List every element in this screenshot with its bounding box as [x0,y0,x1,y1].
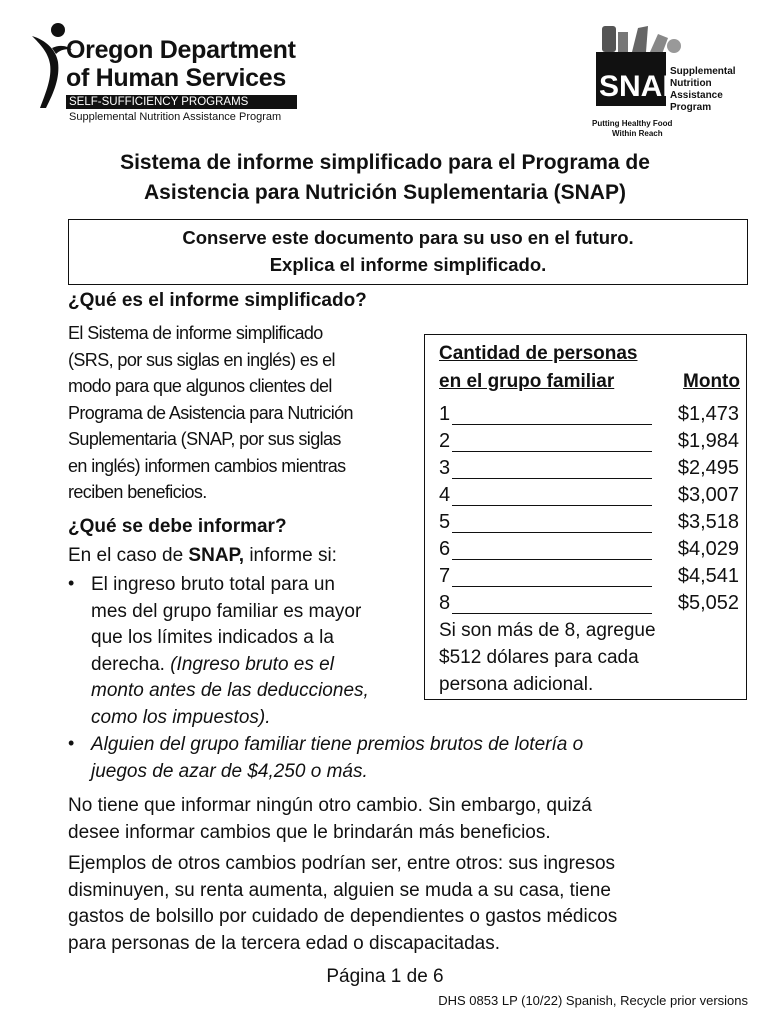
household-size: 2 [439,430,451,452]
svg-text:Nutrition: Nutrition [670,78,712,89]
income-amount: $2,495 [677,457,739,479]
svg-text:Putting Healthy Food: Putting Healthy Food [592,119,673,128]
agency-name-line1: Oregon Department [66,36,296,64]
income-amount: $1,984 [677,430,739,452]
table-row [439,565,739,592]
document-title [20,148,750,208]
section-heading-what-is: ¿Qué es el informe simplificado? [68,290,367,311]
table-row [439,457,739,484]
bullet-lottery: Alguien del grupo familiar tiene premios brutos de lotería o juegos de azar de $4,250 o más. [91,734,584,782]
snap-wordmark: SNAP [599,70,683,103]
income-amount: $5,052 [677,592,739,614]
household-size: 7 [439,565,451,587]
table-row [439,430,739,457]
page-number: Página 1 de 6 [326,966,444,987]
table-row [439,511,739,538]
bullet-marker: • [68,733,75,753]
svg-text:Within Reach: Within Reach [612,129,663,138]
keep-line1: Conserve este documento para su uso en el futuro. [182,227,634,248]
income-amount: $4,029 [677,538,739,560]
table-header-amount: Monto [683,371,740,392]
bullet-marker: • [68,573,75,593]
income-amount: $3,007 [677,484,739,506]
section1-paragraph: El Sistema de informe simplificado (SRS, por sus siglas en inglés) es el modo para que algunos clientes del Programa de Asistencia para Nutrición Suplementaria (SNAP, por sus siglas en inglés) informen cambios mientras reciben beneficios. [68,323,353,502]
table-row [439,403,739,430]
household-size: 8 [439,592,451,614]
household-size: 6 [439,538,451,560]
income-amount: $4,541 [677,565,739,587]
income-amount: $1,473 [677,403,739,425]
table-row [439,484,739,511]
report-intro: En el caso de SNAP, informe si: [68,545,337,566]
keep-document-notice [68,219,748,285]
svg-text:Assistance: Assistance [670,90,723,101]
self-sufficiency-bar: SELF-SUFFICIENCY PROGRAMS [66,95,297,109]
table-header-household-1: Cantidad de personas [439,343,638,364]
svg-text:Supplemental: Supplemental [670,66,736,77]
table-row [439,592,739,619]
keep-line2: Explica el informe simplificado. [269,254,547,275]
income-limits-table [424,334,747,700]
household-size: 5 [439,511,451,533]
agency-name-line2: of Human Services [66,64,286,92]
paragraph-examples: Ejemplos de otros cambios podrían ser, entre otros: sus ingresos disminuyen, su renta aumenta, alguien se muda a su casa, tiene gastos de bolsillo por cuidado de dependientes o gastos médicos para personas de la tercera edad o discapacitadas. [68,853,618,954]
income-amount: $3,518 [677,511,739,533]
form-number: DHS 0853 LP (10/22) Spanish, Recycle prior versions [438,993,748,1008]
table-row [439,538,739,565]
table-header-household-2: en el grupo familiar [439,371,615,392]
title-line1: Sistema de informe simplificado para el Programa de [120,151,650,174]
household-size: 3 [439,457,451,479]
title-line2: Asistencia para Nutrición Suplementaria (SNAP) [144,181,626,204]
section-heading-what-to-report: ¿Qué se debe informar? [68,516,287,537]
household-size: 4 [439,484,451,506]
household-size: 1 [439,403,451,425]
svg-text:Program: Program [670,102,712,113]
bullet-gross-income: El ingreso bruto total para un mes del grupo familiar es mayor que los límites indicados a la derecha. (Ingreso bruto es el monto antes de las deducciones, como los impuestos). [91,574,369,728]
snap-logo [588,22,758,142]
table-note: Si son más de 8, agregue $512 dólares para cada persona adicional. [439,620,656,695]
paragraph-no-other-changes: No tiene que informar ningún otro cambio. Sin embargo, quizá desee informar cambios que le brindarán más beneficios. [68,795,592,843]
program-subtitle: Supplemental Nutrition Assistance Program [69,111,282,123]
